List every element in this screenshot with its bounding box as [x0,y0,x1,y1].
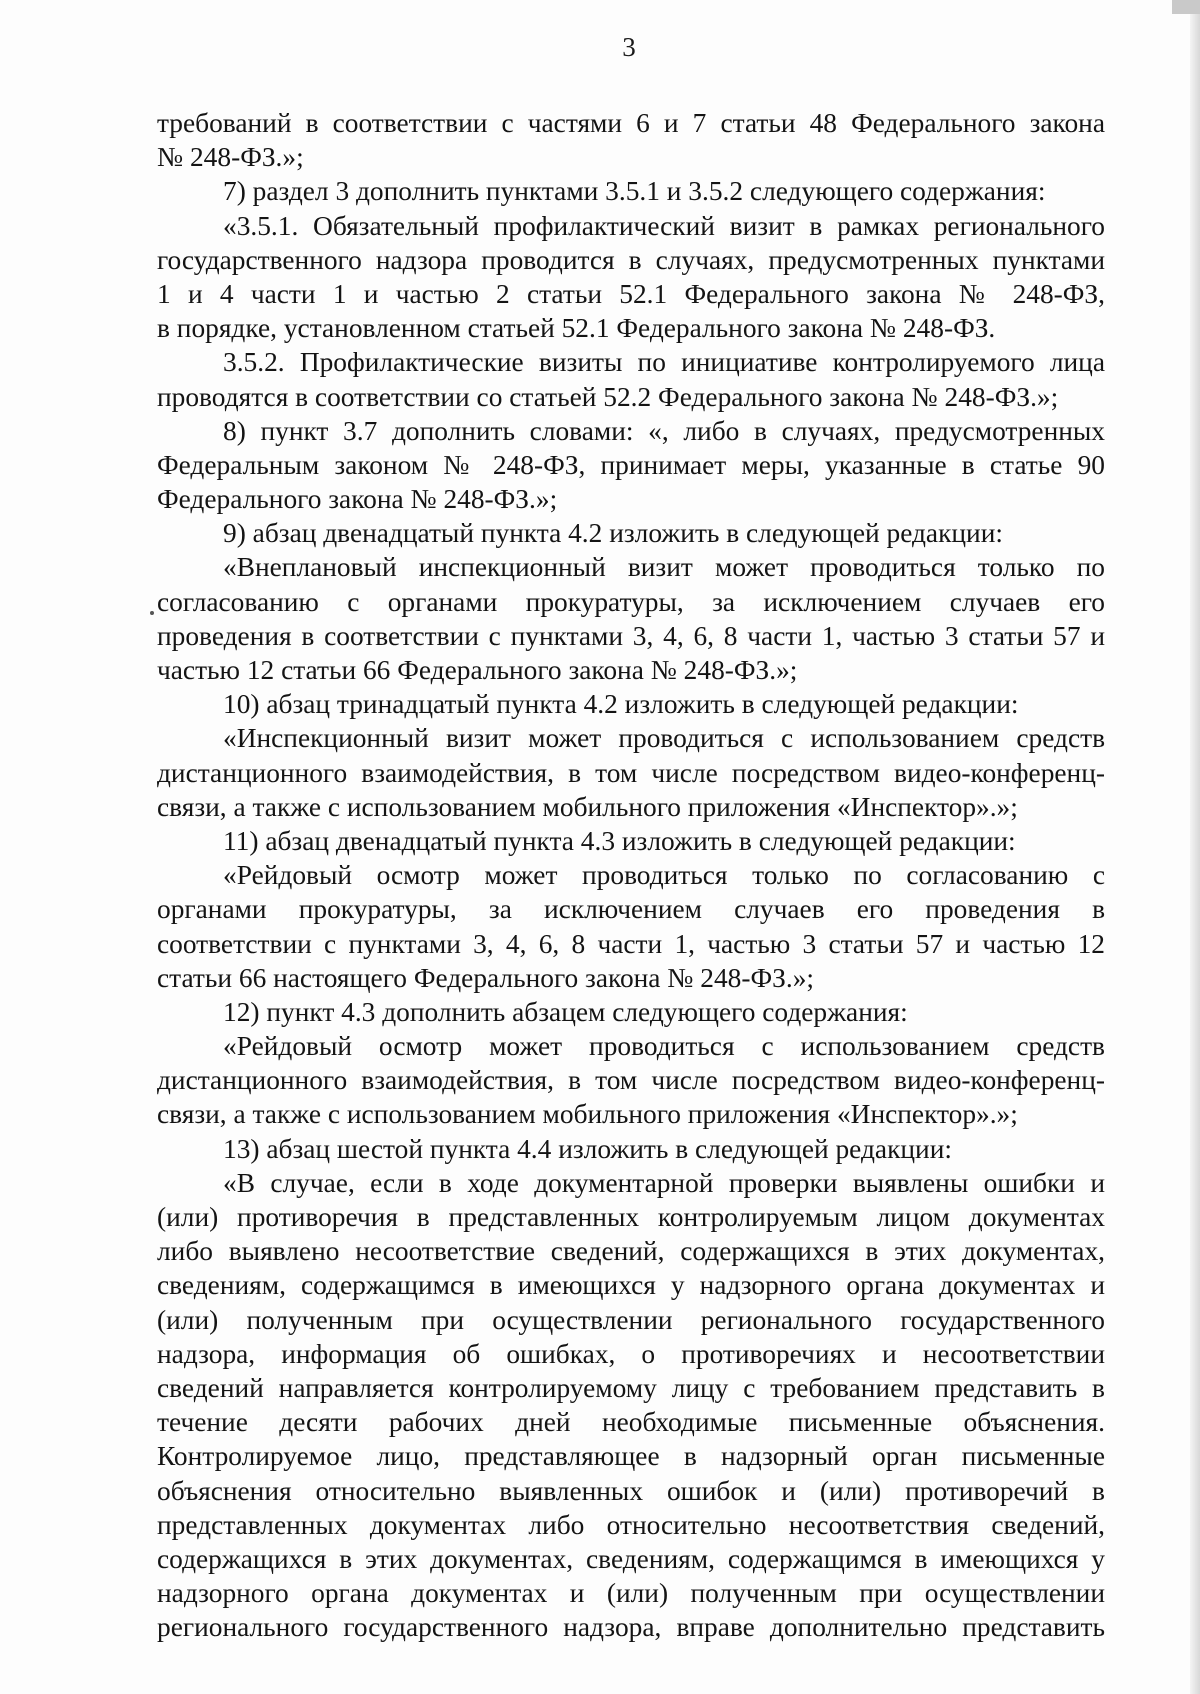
text-line: либо выявлено несоответствие сведений, содержащихся в этих документах, [157,1236,1105,1267]
text-line: 13) абзац шестой пункта 4.4 изложить в следующей редакции: [223,1133,952,1164]
text-line: надзора, информация об ошибках, о противоречиях и несоответствии [157,1338,1105,1369]
text-line: органами прокуратуры, за исключением случаев его проведения в [157,894,1105,925]
text-line: в порядке, установленном статьей 52.1 Федерального закона № 248-ФЗ. [157,313,996,344]
text-line: № 248-ФЗ.»; [157,142,304,173]
text-line: проводятся в соответствии со статьей 52.2 Федерального закона № 248-ФЗ.»; [157,381,1059,412]
scan-edge-shadow [1190,0,1200,1694]
text-line: Федеральным законом № 248-ФЗ, принимает меры, указанные в статье 90 [157,449,1105,480]
text-line: надзорного органа документах и (или) полученным при осуществлении [157,1578,1105,1609]
text-line: 9) абзац двенадцатый пункта 4.2 изложить в следующей редакции: [223,518,1003,549]
text-line: «3.5.1. Обязательный профилактический визит в рамках регионального [223,210,1105,241]
text-line: 8) пункт 3.7 дополнить словами: «, либо в случаях, предусмотренных [223,415,1105,446]
text-line: регионального государственного надзора, вправе дополнительно представить [157,1612,1105,1643]
page-number: 3 [622,32,636,62]
text-line: объяснения относительно выявленных ошибок и (или) противоречий в [157,1475,1105,1506]
text-line: соответствии с пунктами 3, 4, 6, 8 части 1, частью 3 статьи 57 и частью 12 [157,928,1105,959]
text-line: Федерального закона № 248-ФЗ.»; [157,484,558,515]
text-line: сведений направляется контролируемому лицу с требованием представить в [157,1372,1105,1403]
text-line: «Рейдовый осмотр может проводиться с использованием средств [223,1031,1105,1062]
text-line: требований в соответствии с частями 6 и 7 статьи 48 Федерального закона [157,108,1105,138]
document-body [157,106,1105,1644]
text-line: (или) противоречия в представленных контролируемым лицом документах [157,1202,1105,1232]
text-line: связи, а также с использованием мобильного приложения «Инспектор».»; [157,791,1018,822]
text-line: 7) раздел 3 дополнить пунктами 3.5.1 и 3.5.2 следующего содержания: [223,176,1046,207]
text-line: 3.5.2. Профилактические визиты по инициативе контролируемого лица [223,347,1105,378]
text-line: 11) абзац двенадцатый пункта 4.3 изложить в следующей редакции: [223,825,1016,856]
ink-speck [150,611,154,615]
scan-corner-mark [1172,0,1200,14]
text-line: 12) пункт 4.3 дополнить абзацем следующего содержания: [223,996,908,1027]
text-line: государственного надзора проводится в случаях, предусмотренных пунктами [157,244,1105,275]
text-line: сведениям, содержащимся в имеющихся у надзорного органа документах и [157,1270,1105,1301]
text-line: проведения в соответствии с пунктами 3, 4, 6, 8 части 1, частью 3 статьи 57 и [157,620,1105,651]
text-line: представленных документах либо относительно несоответствия сведений, [157,1509,1105,1540]
text-line: «Рейдовый осмотр может проводиться только по согласованию с [223,860,1105,891]
text-line: «В случае, если в ходе документарной проверки выявлены ошибки и [223,1167,1105,1198]
text-line: 10) абзац тринадцатый пункта 4.2 изложить в следующей редакции: [223,689,1019,720]
text-line: дистанционного взаимодействия, в том числе посредством видео-конференц- [157,1065,1105,1096]
text-line: Контролируемое лицо, представляющее в надзорный орган письменные [157,1441,1105,1472]
text-line: согласованию с органами прокуратуры, за исключением случаев его [157,586,1105,617]
text-line: дистанционного взаимодействия, в том числе посредством видео-конференц- [157,757,1105,788]
text-line: «Внеплановый инспекционный визит может проводиться только по [223,552,1105,583]
text-line: (или) полученным при осуществлении регионального государственного [157,1304,1105,1335]
text-line: течение десяти рабочих дней необходимые письменные объяснения. [157,1407,1105,1438]
text-line: частью 12 статьи 66 Федерального закона № 248-ФЗ.»; [157,655,798,685]
text-line: связи, а также с использованием мобильного приложения «Инспектор».»; [157,1099,1018,1130]
text-line: содержащихся в этих документах, сведениям, содержащимся в имеющихся у [157,1543,1105,1574]
text-line: 1 и 4 части 1 и частью 2 статьи 52.1 Федерального закона № 248-ФЗ, [157,278,1105,309]
text-line: статьи 66 настоящего Федерального закона № 248-ФЗ.»; [157,962,814,993]
text-line: «Инспекционный визит может проводиться с использованием средств [223,723,1105,754]
